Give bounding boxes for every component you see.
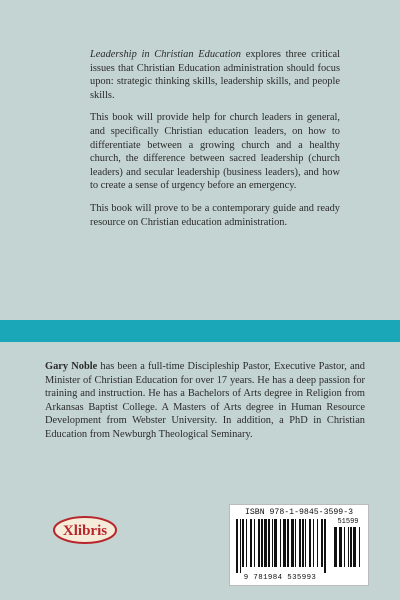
barcode-bar (299, 519, 301, 567)
barcode-bar (261, 519, 263, 567)
barcode-bar (280, 519, 281, 567)
barcode-bar (274, 519, 277, 567)
description-paragraph-2: This book will provide help for church leaders in general, and specifically Christian education leaders, on how to differentiate between a growing church and a healthy church, the difference between sacred leadership (church leaders) and secular leadership (business leaders), and how to create a sense of urgency before an emergency. (90, 112, 340, 192)
isbn-number: ISBN 978-1-9845-3599-3 (244, 508, 354, 517)
barcode-bar (350, 527, 352, 567)
barcode-bar (291, 519, 294, 567)
barcode-bar (309, 519, 311, 567)
ean-number: 9 781984 535993 (243, 574, 317, 582)
barcode-bar (348, 527, 349, 567)
barcode-bar (344, 527, 345, 567)
barcode-bar (250, 519, 252, 567)
barcode-bar (324, 519, 326, 573)
barcode-bar (236, 519, 238, 573)
barcode-bar (272, 519, 273, 567)
description-paragraph-1 (90, 48, 340, 102)
description-paragraph-1-text: explores three critical issues that Christian Education administration should focus upon: strategic thinking skills, leadership skills, and people skills. (90, 49, 340, 101)
publisher-logo-text: Xlibris (62, 523, 108, 539)
description-paragraph-3: This book will prove to be a contemporary guide and ready resource on Christian education administration. (90, 202, 340, 228)
publisher-logo (52, 514, 118, 546)
book-description (90, 48, 340, 238)
author-name: Gary Noble (45, 361, 98, 372)
barcode-bar (353, 527, 356, 567)
barcode-bar (242, 519, 244, 567)
barcode-bar (283, 519, 286, 567)
decorative-band (0, 320, 400, 342)
author-bio-text: has been a full-time Discipleship Pastor, Executive Pastor, and Minister of Christian Education for over 17 years. He has a deep passion for training and instruction. He has a Bachelors of Arts degree in Religion from Arkansas Baptist College. A Masters of Arts degree in Human Resource Development from Webster University. In addition, a PhD in Christian Education from Newburgh Theological Seminary. (45, 361, 365, 440)
barcode-bar (258, 519, 260, 567)
barcode-bar (321, 519, 323, 567)
barcode-bar (313, 519, 314, 567)
addon-barcode-bars (334, 527, 362, 573)
barcode-bar (359, 527, 360, 567)
book-title: Leadership in Christian Education (90, 49, 241, 60)
barcode-bar (305, 519, 306, 567)
barcode-bar (295, 519, 296, 567)
barcode-bar (264, 519, 267, 567)
barcode-bar (240, 519, 241, 573)
ean-barcode-bars (236, 519, 328, 573)
barcode-bar (302, 519, 304, 567)
barcode-bar (287, 519, 289, 567)
barcode-bar (317, 519, 318, 567)
author-bio (45, 360, 365, 442)
barcode-bar (339, 527, 342, 567)
barcode-bar (246, 519, 247, 567)
barcode-bar (254, 519, 255, 567)
isbn-barcode (229, 504, 369, 586)
barcode-bar (268, 519, 270, 567)
barcode-bar (334, 527, 337, 567)
price-addon-number: 51599 (337, 518, 359, 526)
